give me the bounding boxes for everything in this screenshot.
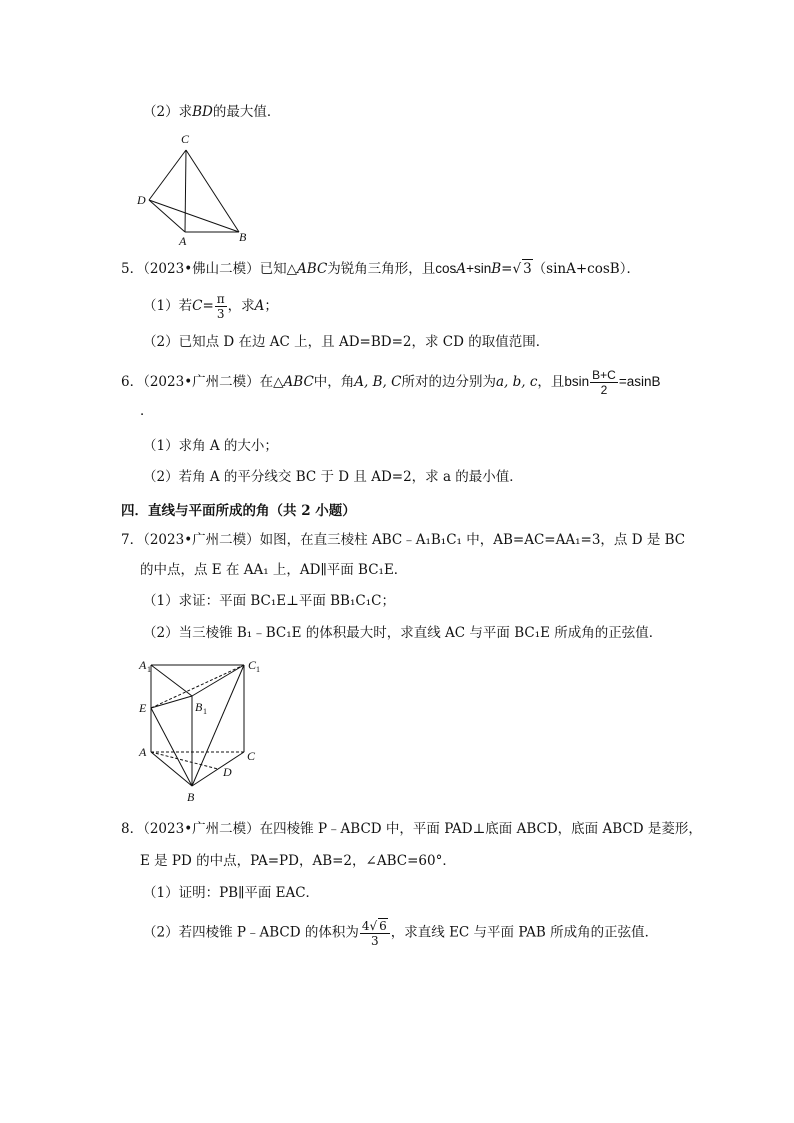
q6-fraction: [590, 368, 618, 397]
q8-frac-coef: 4: [361, 919, 370, 933]
q6-rhs: =asinB: [618, 374, 661, 389]
q5-frac-den: 3: [216, 307, 225, 321]
q6-angles: A, B, C: [354, 374, 402, 390]
q5-sin: +sin: [466, 261, 492, 276]
q6-triangle: ABC: [283, 374, 314, 390]
q8-part2: [143, 918, 658, 948]
fig2-label-d: D: [223, 765, 232, 779]
q5-frac-num: π: [216, 292, 225, 306]
q5-stem: [121, 259, 640, 278]
q5-part1: [143, 292, 278, 321]
fig1-label-b: B: [239, 230, 247, 244]
q6-frac-den: 2: [600, 383, 608, 397]
q5-eq: =: [501, 261, 513, 277]
q5-text: 为锐角三角形，且: [327, 261, 436, 277]
q5-p1-c-var: C: [192, 298, 203, 314]
q8-part1: （1）证明：PB∥平面 EAC．: [143, 885, 320, 901]
q8-p2-b: ，求直线 EC 与平面 PAB 所成角的正弦值．: [390, 924, 659, 941]
q8-frac-den: 3: [370, 934, 379, 948]
fig2-label-e: E: [139, 701, 147, 715]
q5-p1-c: ；: [264, 298, 278, 314]
fig2-label-a1: A: [139, 658, 147, 672]
q6-number: 6．: [121, 374, 144, 390]
q5-triangle: ABC: [297, 261, 328, 277]
q6-source: （2023•广州二模）在△: [143, 374, 284, 390]
fig2-sub-a1: 1: [147, 665, 151, 674]
q6-period: ．: [140, 403, 154, 419]
q7-part2: （2）当三棱锥 B₁﹣BC₁E 的体积最大时，求直线 AC 与平面 BC₁E 所成角的正弦值．: [143, 625, 663, 641]
q5-p1-eq: =: [202, 298, 214, 314]
q6-stem: [121, 368, 661, 397]
fig2-sub-c1: 1: [256, 665, 260, 674]
q6-t2: 所对的边分别为: [401, 374, 496, 390]
q5-sqrt-arg: 3: [523, 261, 532, 277]
fig1-label-c: C: [181, 132, 190, 146]
q6-part2: （2）若角 A 的平分线交 BC 于 D 且 AD=2，求 a 的最小值．: [143, 469, 523, 485]
q5-p1-a-var: A: [254, 298, 265, 314]
q5-cos: cos: [435, 261, 457, 276]
q6-t1: 中，角: [313, 374, 355, 390]
fig1-label-d: D: [137, 193, 146, 207]
q5-rhs: （sinA+cosB）．: [532, 261, 640, 277]
q4-part2-end: 的最大值．: [212, 104, 281, 120]
q8-frac-num: 4√ 6: [360, 918, 390, 934]
q7-stem-line2: 的中点，点 E 在 AA₁ 上，AD∥平面 BC₁E．: [140, 562, 408, 578]
q8-p2-a: （2）若四棱锥 P﹣ABCD 的体积为: [143, 924, 359, 941]
q5-p1-a: （1）若: [143, 298, 193, 314]
q6-t3: ，且: [537, 374, 565, 390]
figure-triangle-bdc: [130, 128, 260, 248]
q8-fraction: [360, 918, 390, 948]
q4-part2: [143, 103, 280, 121]
fig2-label-c1: C: [248, 658, 257, 672]
q8-stem-line2: E 是 PD 的中点，PA=PD，AB=2，∠ABC=60°．: [140, 853, 456, 869]
q4-part2-var: BD: [192, 104, 213, 120]
q5-var-b: B: [491, 261, 502, 277]
q5-fraction: [215, 292, 227, 321]
fig2-label-b: B: [187, 790, 195, 804]
q5-sqrt: √ 3: [512, 261, 532, 277]
q5-source: （2023•佛山二模）已知△: [143, 261, 298, 277]
q5-part2: （2）已知点 D 在边 AC 上，且 AD=BD=2，求 CD 的取值范围．: [143, 334, 550, 350]
fig2-sub-b1: 1: [203, 707, 207, 716]
q5-p1-b: ，求: [227, 298, 255, 314]
fig2-label-b1: B: [195, 700, 203, 714]
q6-frac-num: B+C: [592, 368, 616, 382]
q8-frac-rad: 6: [379, 919, 387, 933]
fig1-label-a: A: [179, 234, 187, 248]
figure-prism: [130, 650, 280, 810]
q4-part2-text: （2）求: [143, 104, 193, 120]
q5-number: 5．: [121, 261, 144, 277]
q6-bsin: bsin: [564, 374, 590, 389]
fig2-label-c: C: [247, 749, 256, 763]
section-4-heading: 四．直线与平面所成的角（共 2 小题）: [121, 503, 356, 519]
fig2-label-a: A: [139, 745, 147, 759]
q7-stem-line1: 7．（2023•广州二模）如图，在直三棱柱 ABC﹣A₁B₁C₁ 中，AB=AC=AA₁=3，点 D 是 BC: [121, 532, 686, 548]
q6-sides: a, b, c: [495, 374, 538, 390]
q8-stem-line1: 8．（2023•广州二模）在四棱锥 P﹣ABCD 中，平面 PAD⊥底面 ABCD，底面 ABCD 是菱形，: [121, 821, 702, 837]
q6-part1: （1）求角 A 的大小；: [143, 438, 278, 454]
q5-var-a: A: [456, 261, 467, 277]
q7-part1: （1）求证：平面 BC₁E⊥平面 BB₁C₁C；: [143, 593, 395, 609]
